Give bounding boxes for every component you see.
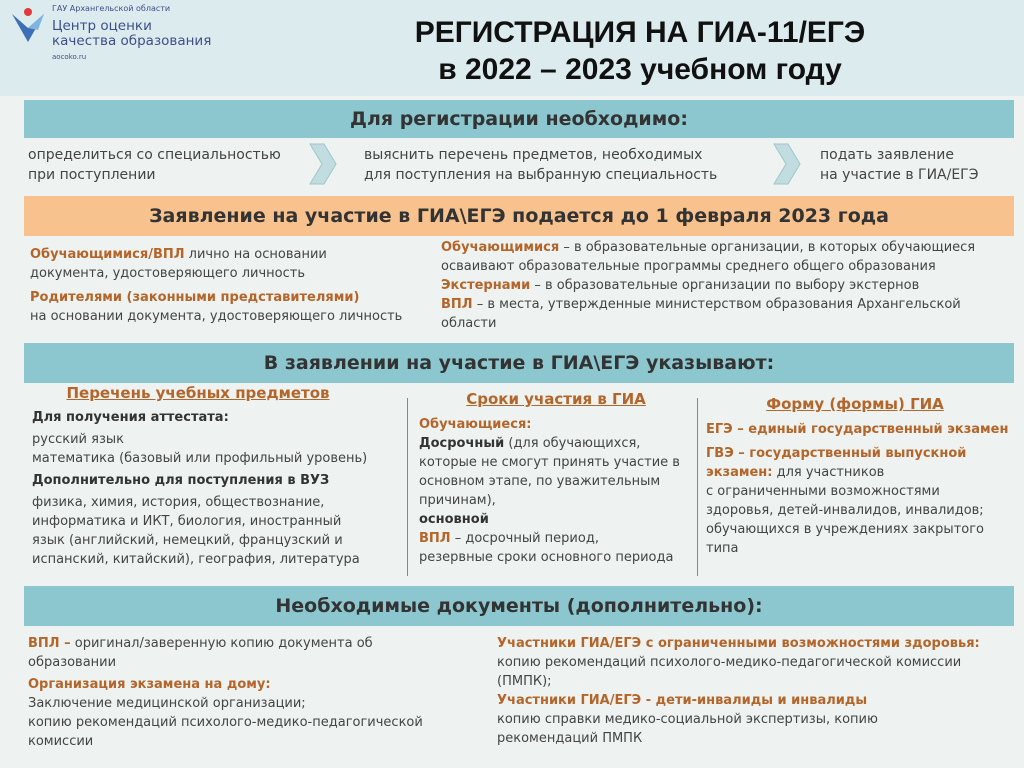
- forms-title: Форму (формы) ГИА: [766, 395, 944, 413]
- org-name: Центр оценки качества образования: [52, 18, 212, 49]
- subjects-list: Для получения аттестата: русский язык математика (базовый или профильный уровень) Дополнительно для поступления в ВУЗ физика, химия, история, обществознание, информатика и ИКТ, биология, иностранный язык (английский, немецкий, французский и испанский, китайский), география, литература: [32, 410, 368, 567]
- indicate-heading: В заявлении на участие в ГИА\ЕГЭ указывают:: [24, 343, 1014, 383]
- deadline-left: Обучающимися/ВПЛ лично на основании документа, удостоверяющего личность Родителями (законными представителями) на основании документа, удостоверяющего личность: [30, 247, 403, 324]
- page-title: РЕГИСТРАЦИЯ НА ГИА-11/ЕГЭ в 2022 – 2023 учебном году: [414, 16, 866, 86]
- deadline-heading: Заявление на участие в ГИА\ЕГЭ подается до 1 февраля 2023 года: [24, 196, 1014, 236]
- chevron-right-icon: [306, 142, 338, 186]
- forms-list: ЕГЭ – единый государственный экзамен ГВЭ – государственный выпускной экзамен: для участников с ограниченными возможностями здоровья, детей-инвалидов, инвалидов; обучающихся в учреждениях закрытого типа: [706, 422, 1009, 556]
- docs-heading: Необходимые документы (дополнительно):: [24, 586, 1014, 626]
- org-url: aocoko.ru: [52, 53, 87, 61]
- terms-title: Сроки участия в ГИА: [466, 390, 646, 408]
- column-divider: [697, 398, 698, 576]
- need-step-1: определиться со специальностью при поступлении: [28, 147, 281, 183]
- column-divider: [407, 398, 408, 576]
- need-step-2: выяснить перечень предметов, необходимых для поступления на выбранную специальность: [364, 147, 718, 183]
- logo-icon: [8, 6, 48, 46]
- docs-right: Участники ГИА/ЕГЭ с ограниченными возможностями здоровья: копию рекомендаций психолого-медико-педагогической комиссии (ПМПК); Участники ГИА/ЕГЭ - дети-инвалиды и инвалиды копию справки медико-социальной экспертизы, копию рекомендаций ПМПК: [497, 636, 980, 746]
- need-step-3: подать заявление на участие в ГИА/ЕГЭ: [820, 147, 979, 183]
- docs-left: ВПЛ – оригинал/заверенную копию документа об образовании Организация экзамена на дому: Заключение медицинской организации; копию рекомендаций психолого-медико-педагогической комиссии: [28, 636, 423, 749]
- subjects-title: Перечень учебных предметов: [66, 384, 330, 402]
- deadline-right: Обучающимися – в образовательные организации, в которых обучающиеся осваивают образовательные программы среднего общего образования Экстернами – в образовательные организации по выбору экстернов ВПЛ – в места, утвержденные министерством образования Архангельской области: [441, 240, 976, 331]
- org-small-label: ГАУ Архангельской области: [52, 4, 171, 13]
- chevron-right-icon: [770, 142, 802, 186]
- need-heading: Для регистрации необходимо:: [24, 100, 1014, 138]
- terms-list: Обучающиеся: Досрочный (для обучающихся, которые не смогут принять участие в основном этапе, по уважительным причинам), основной ВПЛ – досрочный период, резервные сроки основного периода: [419, 417, 680, 565]
